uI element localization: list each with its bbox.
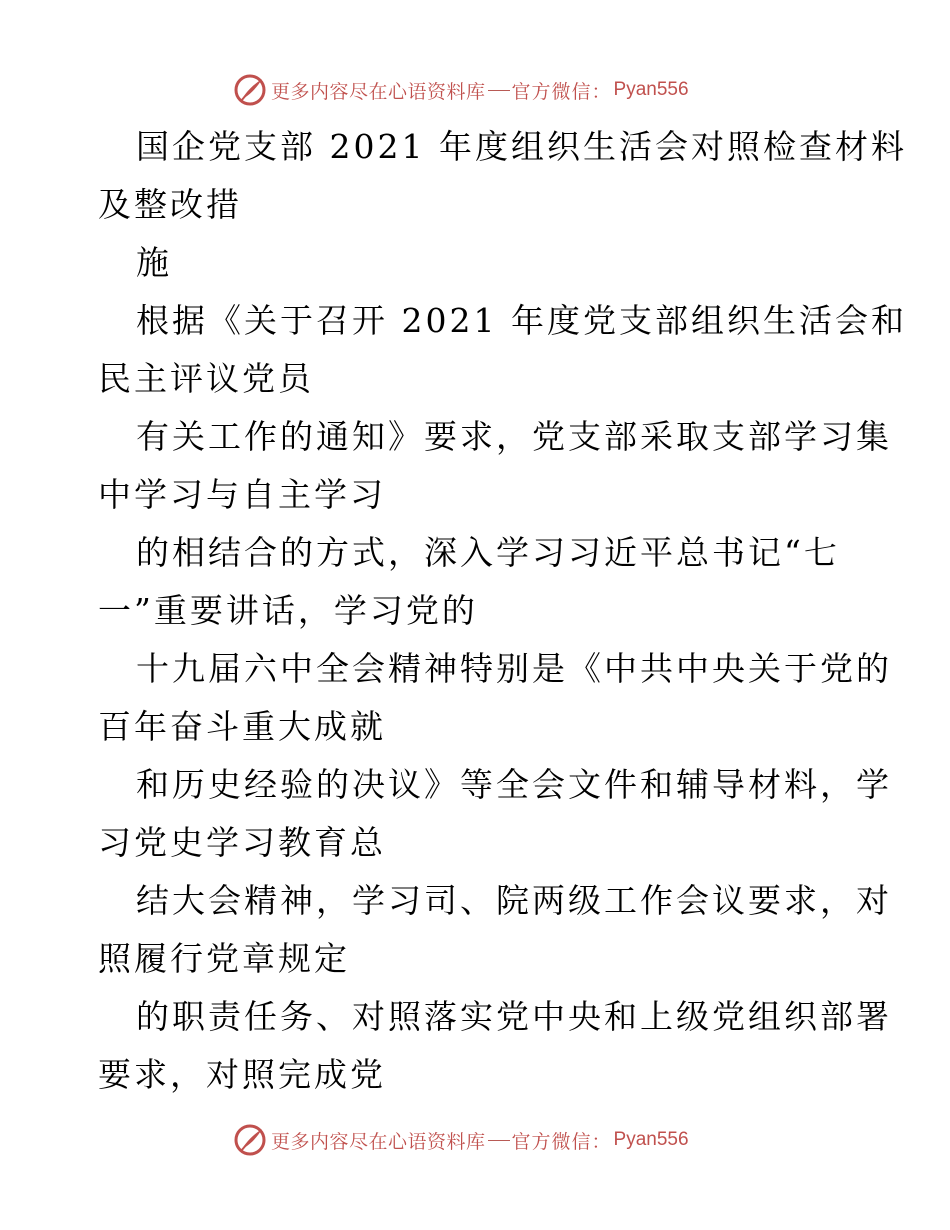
document-line: 结大会精神，学习司、院两级工作会议要求，对	[136, 881, 892, 920]
document-line: 根据《关于召开 2021 年度党支部组织生活会和	[136, 301, 907, 340]
banner-dash	[488, 90, 510, 91]
document-line: 习党史学习教育总	[98, 823, 386, 862]
header-banner	[233, 72, 689, 108]
document-line: 照履行党章规定	[98, 939, 350, 978]
document-line: 百年奋斗重大成就	[98, 707, 386, 746]
banner-dash	[488, 1140, 510, 1141]
document-line: 施	[136, 243, 172, 282]
banner-wechat-id: Pyan556	[613, 79, 689, 100]
document-line: 十九届六中全会精神特别是《中共中央关于党的	[136, 649, 892, 688]
footer-banner	[233, 1122, 689, 1158]
document-line: 一”重要讲话，学习党的	[98, 591, 478, 630]
document-line: 国企党支部 2021 年度组织生活会对照检查材料	[136, 127, 907, 166]
banner-wechat-id: Pyan556	[613, 1129, 689, 1150]
banner-text: 更多内容尽在心语资料库	[271, 1130, 486, 1153]
document-line: 和历史经验的决议》等全会文件和辅导材料，学	[136, 765, 892, 804]
document-line: 中学习与自主学习	[98, 475, 386, 514]
document-line: 民主评议党员	[98, 359, 314, 398]
banner-wechat-label: 官方微信：	[511, 1130, 612, 1153]
document-line: 及整改措	[98, 185, 242, 224]
document-line: 的职责任务、对照落实党中央和上级党组织部署	[136, 997, 892, 1036]
document-line: 有关工作的通知》要求，党支部采取支部学习集	[136, 417, 892, 456]
feather-pen-logo-icon	[233, 73, 267, 107]
banner-wechat-label: 官方微信：	[511, 80, 612, 103]
feather-pen-logo-icon	[233, 1123, 267, 1157]
document-line: 要求，对照完成党	[98, 1055, 386, 1094]
document-body	[98, 118, 907, 1104]
document-line: 的相结合的方式，深入学习习近平总书记“七	[136, 533, 840, 572]
banner-text: 更多内容尽在心语资料库	[271, 80, 486, 103]
